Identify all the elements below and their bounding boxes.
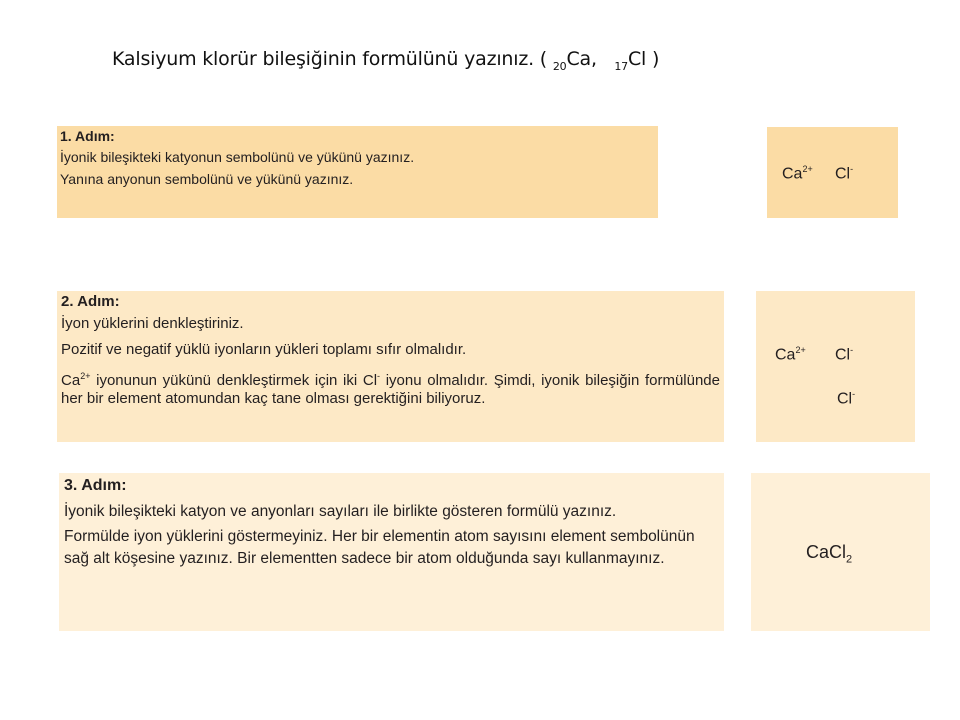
step-1-line-1: İyonik bileşikteki katyonun sembolünü ve yükünü yazınız.	[60, 149, 415, 165]
step-3-paragraph-1: İyonik bileşikteki katyon ve anyonları sayıları ile birlikte gösteren formülü yazınız.	[64, 503, 617, 520]
step-2-cation: $Ca^{2+}$	[775, 345, 806, 364]
page-title: Kalsiyum klorür bileşiğinin formülünü yazınız. ( $_{20}$Ca, $_{17}$Cl )	[112, 48, 660, 73]
step-2-line-3: $Ca^{2+}$ iyonunun yükünü denkleştirmek için iki Cl- iyonu olmalıdır. Şimdi, iyonik bileşiğin formülünde her bir element atomundan kaç tane olması gerektiğini biliyoruz.	[61, 371, 720, 407]
step-2-box	[57, 291, 724, 442]
step-2-heading: 2. Adım:	[61, 293, 120, 310]
step-3-paragraph-2: Formülde iyon yüklerini göstermeyiniz. Her bir elementin atom sayısını element sembolünün sağ alt köşesine yazınız. Bir elementten sadece bir atom olduğunda sayı kullanmayınız.	[64, 528, 695, 567]
step-2-line-2: Pozitif ve negatif yüklü iyonların yükleri toplamı sıfır olmalıdır.	[61, 341, 467, 358]
step-3-answer-box	[751, 473, 930, 631]
step-2-anion-2: Cl-	[837, 389, 856, 408]
step-3-heading: 3. Adım:	[64, 477, 127, 494]
step-2-answer-box	[756, 291, 915, 442]
step-2-anion-1: Cl-	[835, 345, 854, 364]
step-1-answer-box	[767, 127, 898, 218]
step-1-cation: $Ca^{2+}$	[782, 164, 813, 183]
step-1-line-2: Yanına anyonun sembolünü ve yükünü yazınız.	[60, 171, 354, 187]
step-1-anion: Cl-	[835, 164, 854, 183]
step-1-heading: 1. Adım:	[60, 128, 115, 144]
step-3-box	[59, 473, 724, 631]
step-2-line-1: İyon yüklerini denkleştiriniz.	[61, 315, 244, 332]
step-1-box	[57, 126, 658, 218]
step-3-formula: CaCl$_2$	[806, 542, 853, 566]
